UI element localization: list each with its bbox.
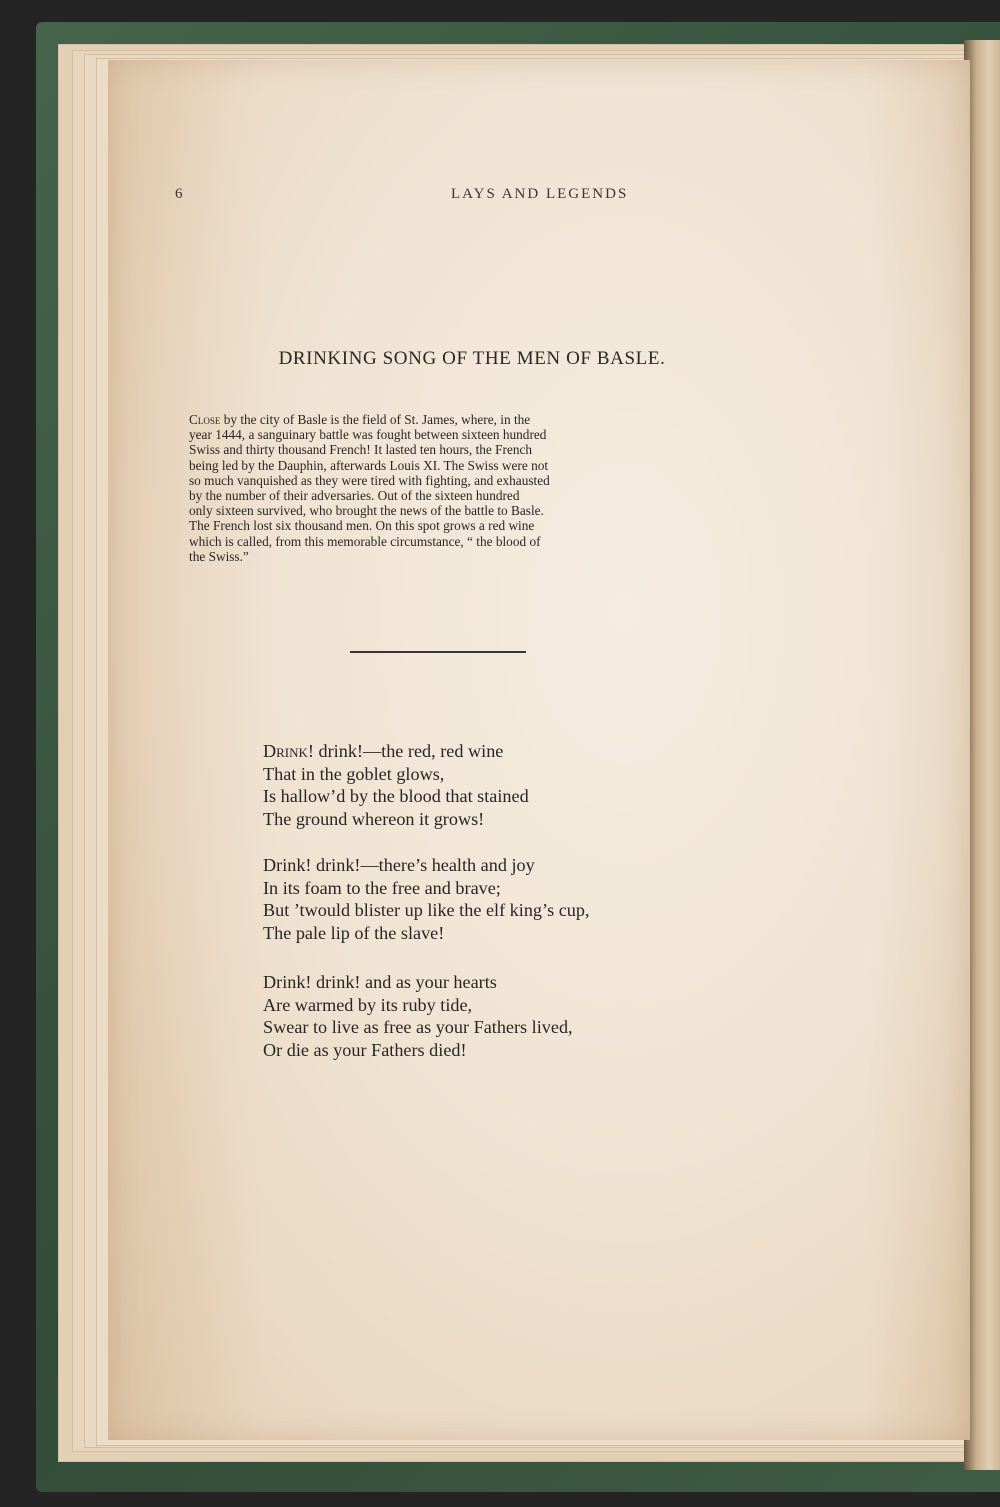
stanza-lead-word: Drink (263, 741, 308, 761)
intro-lead-word: Close (189, 412, 221, 427)
verse-line: Drink! drink!—there’s health and joy (263, 855, 535, 875)
verse-line: Swear to live as free as your Fathers lived, (263, 1017, 573, 1037)
verse-line: Are warmed by its ruby tide, (263, 994, 473, 1015)
running-header (175, 186, 735, 206)
verse-line: That in the goblet glows, (263, 763, 445, 784)
intro-line: which is called, from this memorable circumstance, “ the blood of (189, 533, 541, 549)
intro-line: year 1444, a sanguinary battle was fought between sixteen hundred (189, 427, 547, 443)
section-divider (350, 651, 526, 653)
intro-line: The French lost six thousand men. On this spot grows a red wine (189, 518, 535, 534)
verse-first-line-rest: ! drink!—the red, red wine (307, 741, 504, 761)
poem-title: DRINKING SONG OF THE MEN OF BASLE. (278, 348, 666, 369)
intro-first-line-rest: by the city of Basle is the field of St. James, where, in the (220, 412, 531, 427)
running-head: LAYS AND LEGENDS (451, 186, 629, 202)
verse-line: But ’twould blister up like the elf king’s cup, (263, 900, 590, 920)
page-number: 6 (175, 186, 185, 202)
intro-line: the Swiss.” (189, 548, 249, 564)
stanza-1 (263, 740, 703, 830)
intro-line: by the number of their adversaries. Out of the sixteen hundred (189, 488, 520, 504)
verse-line: Is hallow’d by the blood that stained (263, 786, 529, 806)
stanza-3 (263, 971, 703, 1061)
intro-line (189, 412, 707, 427)
verse-line: The ground whereon it grows! (263, 808, 485, 829)
verse-line (263, 740, 703, 763)
intro-line: being led by the Dauphin, afterwards Louis XI. The Swiss were not (189, 457, 549, 473)
stanza-2 (263, 854, 703, 944)
intro-paragraph (189, 412, 707, 564)
intro-line: so much vanquished as they were tired with fighting, and exhausted (189, 472, 550, 488)
intro-line: Swiss and thirty thousand French! It lasted ten hours, the French (189, 442, 533, 458)
verse-line: Drink! drink! and as your hearts (263, 972, 497, 992)
verse-line: The pale lip of the slave! (263, 922, 445, 943)
verse-line: In its foam to the free and brave; (263, 877, 501, 898)
intro-line: only sixteen survived, who brought the news of the battle to Basle. (189, 503, 544, 519)
verse-line: Or die as your Fathers died! (263, 1039, 467, 1060)
